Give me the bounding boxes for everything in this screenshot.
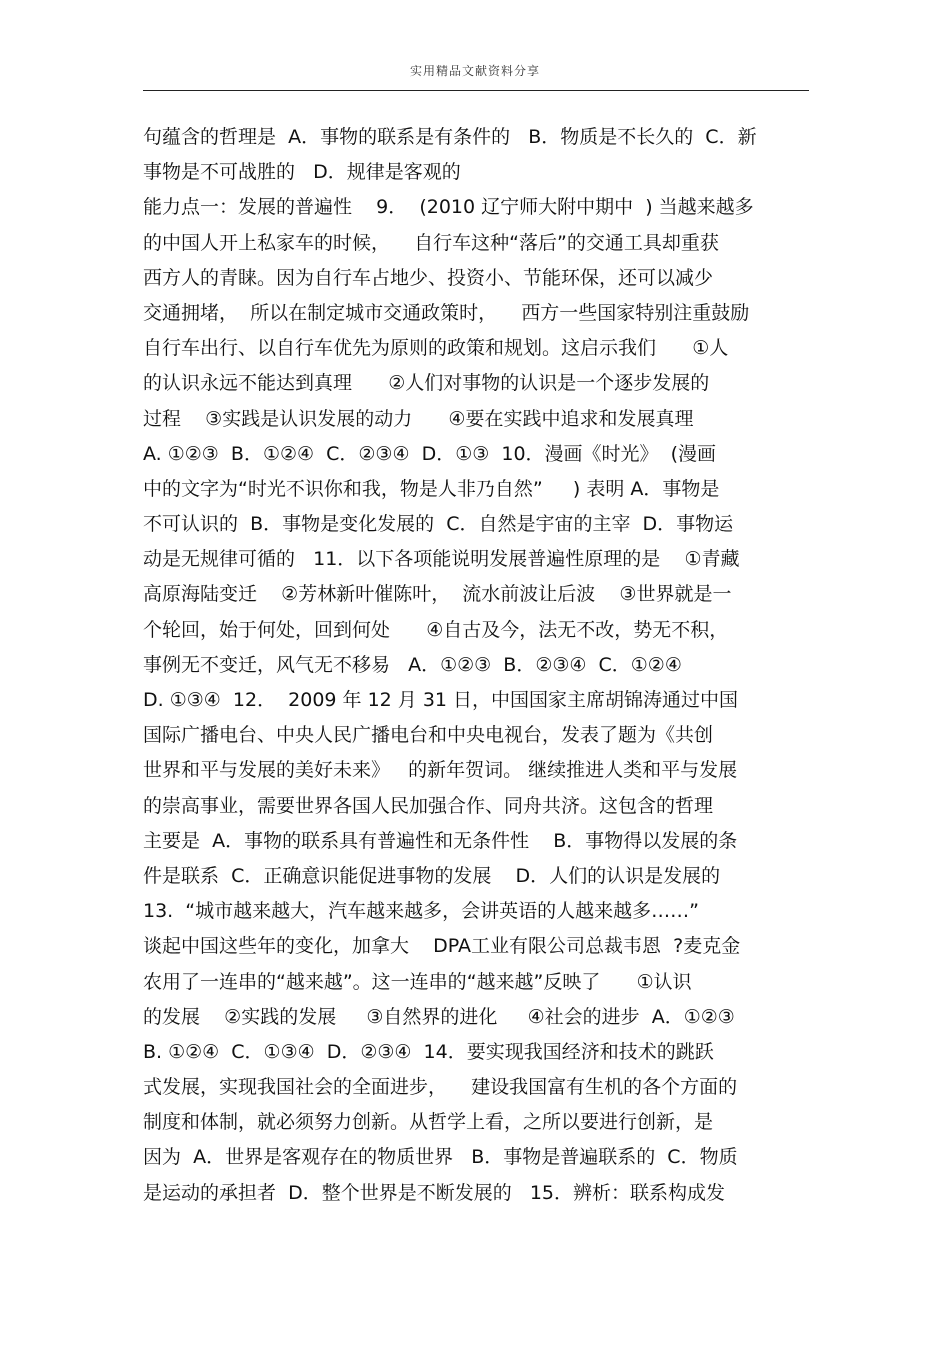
text-line: 国际广播电台、中央人民广播电台和中央电视台，发表了题为《共创 [143, 724, 714, 747]
header-divider [143, 90, 809, 91]
text-line: 句蕴含的哲理是 A．事物的联系是有条件的 B．物质是不长久的 C．新 [143, 126, 757, 148]
text-line: 中的文字为“时光不识你和我，物是人非乃自然” ) 表明 A．事物是 [143, 477, 720, 500]
text-line: 事物是不可战胜的 D．规律是客观的 [143, 161, 461, 184]
text-line: 能力点一：发展的普遍性 9． (2010 辽宁师大附中期中 ) 当越来越多 [143, 196, 754, 219]
text-line: 件是联系 C．正确意识能促进事物的发展 D．人们的认识是发展的 [143, 864, 721, 887]
text-line: 不可认识的 B．事物是变化发展的 C．自然是宇宙的主宰 D．事物运 [143, 513, 734, 536]
text-line: 交通拥堵， 所以在制定城市交通政策时， 西方一些国家特别注重鼓励 [143, 301, 750, 324]
text-line: 是运动的承担者 D．整个世界是不断发展的 15．辨析：联系构成发 [143, 1181, 726, 1204]
text-line: D. ①③④ 12． 2009 年 12 月 31 日，中国国家主席胡锦涛通过中国 [143, 689, 739, 711]
text-line: 的崇高事业，需要世界各国人民加强合作、同舟共济。这包含的哲理 [143, 794, 714, 817]
text-line: 的中国人开上私家车的时候， 自行车这种“落后”的交通工具却重获 [143, 231, 719, 254]
text-line: 因为 A．世界是客观存在的物质世界 B．事物是普遍联系的 C．物质 [143, 1146, 738, 1169]
text-line: 高原海陆变迁 ②芳林新叶催陈叶， 流水前波让后波 ③世界就是一 [143, 583, 732, 606]
text-line: 的发展 ②实践的发展 ③自然界的进化 ④社会的进步 A．①②③ [143, 1005, 735, 1028]
text-line: 13. “城市越来越大，汽车越来越多，会讲英语的人越来越多……” [143, 900, 699, 923]
text-line: 世界和平与发展的美好未来》 的新年贺词。 继续推进人类和平与发展 [143, 759, 738, 782]
text-line: 农用了一连串的“越来越”。这一连串的“越来越”反映了 ①认识 [143, 970, 692, 993]
text-line: 式发展，实现我国社会的全面进步， 建设我国富有生机的各个方面的 [143, 1076, 738, 1099]
text-line: 西方人的青睐。因为自行车占地少、投资小、节能环保，还可以减少 [143, 266, 714, 289]
text-line: 主要是 A．事物的联系具有普遍性和无条件性 B．事物得以发展的条 [143, 829, 738, 852]
text-line: 过程 ③实践是认识发展的动力 ④要在实践中追求和发展真理 [143, 407, 694, 430]
text-line: B. ①②④ C．①③④ D．②③④ 14．要实现我国经济和技术的跳跃 [143, 1040, 714, 1063]
document-body [143, 120, 823, 1211]
text-line: 动是无规律可循的 11．以下各项能说明发展普遍性原理的是 ①青藏 [143, 548, 740, 571]
text-line: A. ①②③ B．①②④ C．②③④ D．①③ 10．漫画《时光》 (漫画 [143, 442, 717, 465]
page-header-title: 实用精品文献资料分享 [409, 64, 540, 78]
text-line: 谈起中国这些年的变化，加拿大 DPA工业有限公司总裁韦恩 ?麦克金 [143, 935, 741, 958]
text-line: 制度和体制，就必须努力创新。从哲学上看，之所以要进行创新，是 [143, 1111, 714, 1134]
text-line: 个轮回，始于何处，回到何处 ④自古及今，法无不改，势无不积， [143, 618, 729, 641]
text-line: 的认识永远不能达到真理 ②人们对事物的认识是一个逐步发展的 [143, 372, 710, 395]
text-line: 事例无不变迁，风气无不移易 A．①②③ B．②③④ C．①②④ [143, 653, 682, 676]
text-line: 自行车出行、以自行车优先为原则的政策和规划。这启示我们 ①人 [143, 337, 729, 360]
